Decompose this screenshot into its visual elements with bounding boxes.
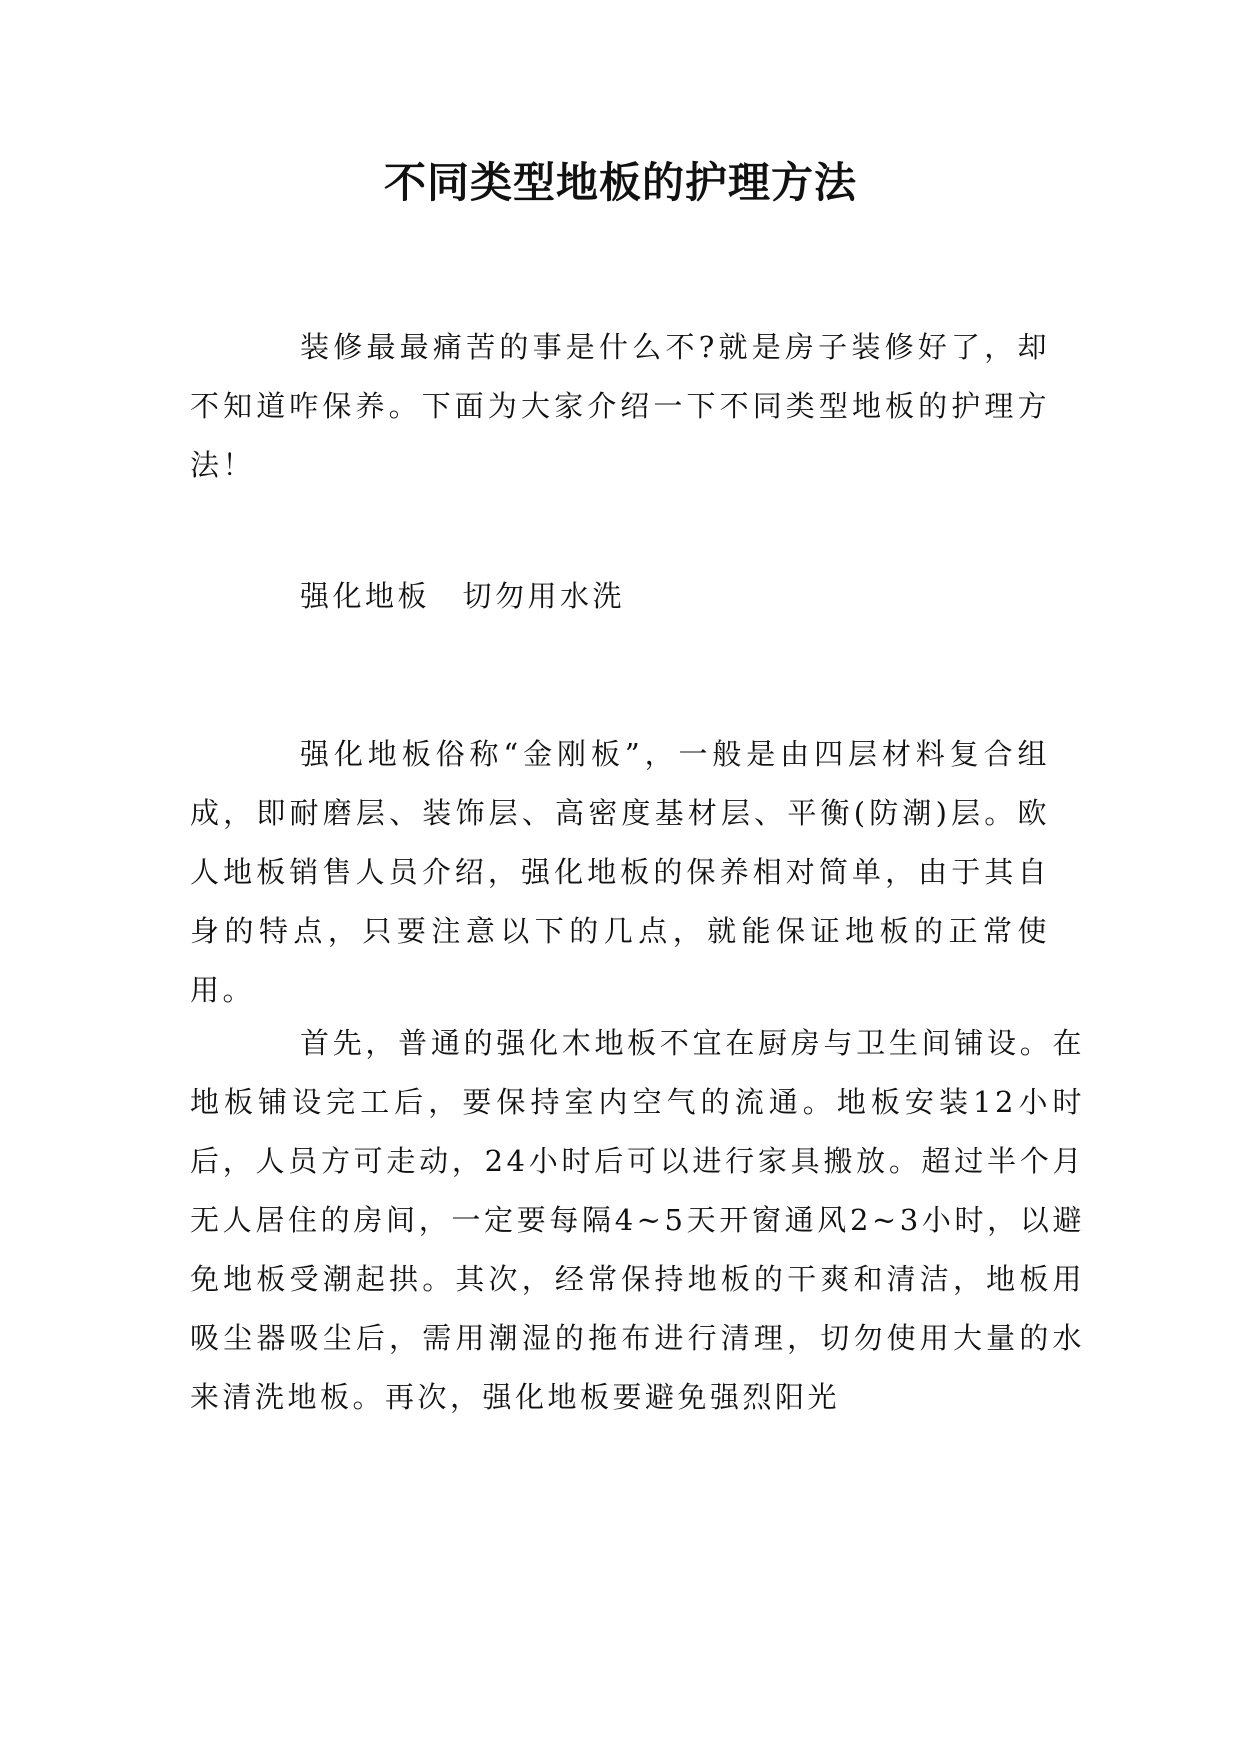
intro-paragraph: 装修最最痛苦的事是什么不?就是房子装修好了，却不知道咋保养。下面为大家介绍一下不同类型地板的护理方法！ xyxy=(190,330,1050,482)
page-title: 不同类型地板的护理方法 xyxy=(383,158,857,207)
body-paragraph: 首先，普通的强化木地板不宜在厨房与卫生间铺设。在地板铺设完工后，要保持室内空气的流通。地板安装12小时后，人员方可走动，24小时后可以进行家具搬放。超过半个月无人居住的房间，一定要每隔4~5天开窗通风2~3小时，以避免地板受潮起拱。其次，经常保持地板的干爽和清洁，地板用吸尘器吸尘后，需用潮湿的拖布进行清理，切勿使用大量的水来清洗地板。再次，强化地板要避免强烈阳光 xyxy=(190,1026,1085,1414)
body-paragraph: 强化地板俗称“金刚板”，一般是由四层材料复合组成，即耐磨层、装饰层、高密度基材层、平衡(防潮)层。欧人地板销售人员介绍，强化地板的保养相对简单，由于其自身的特点，只要注意以下的几点，就能保证地板的正常使用。 xyxy=(190,737,1050,1007)
section-heading: 强化地板 切勿用水洗 xyxy=(300,579,626,613)
